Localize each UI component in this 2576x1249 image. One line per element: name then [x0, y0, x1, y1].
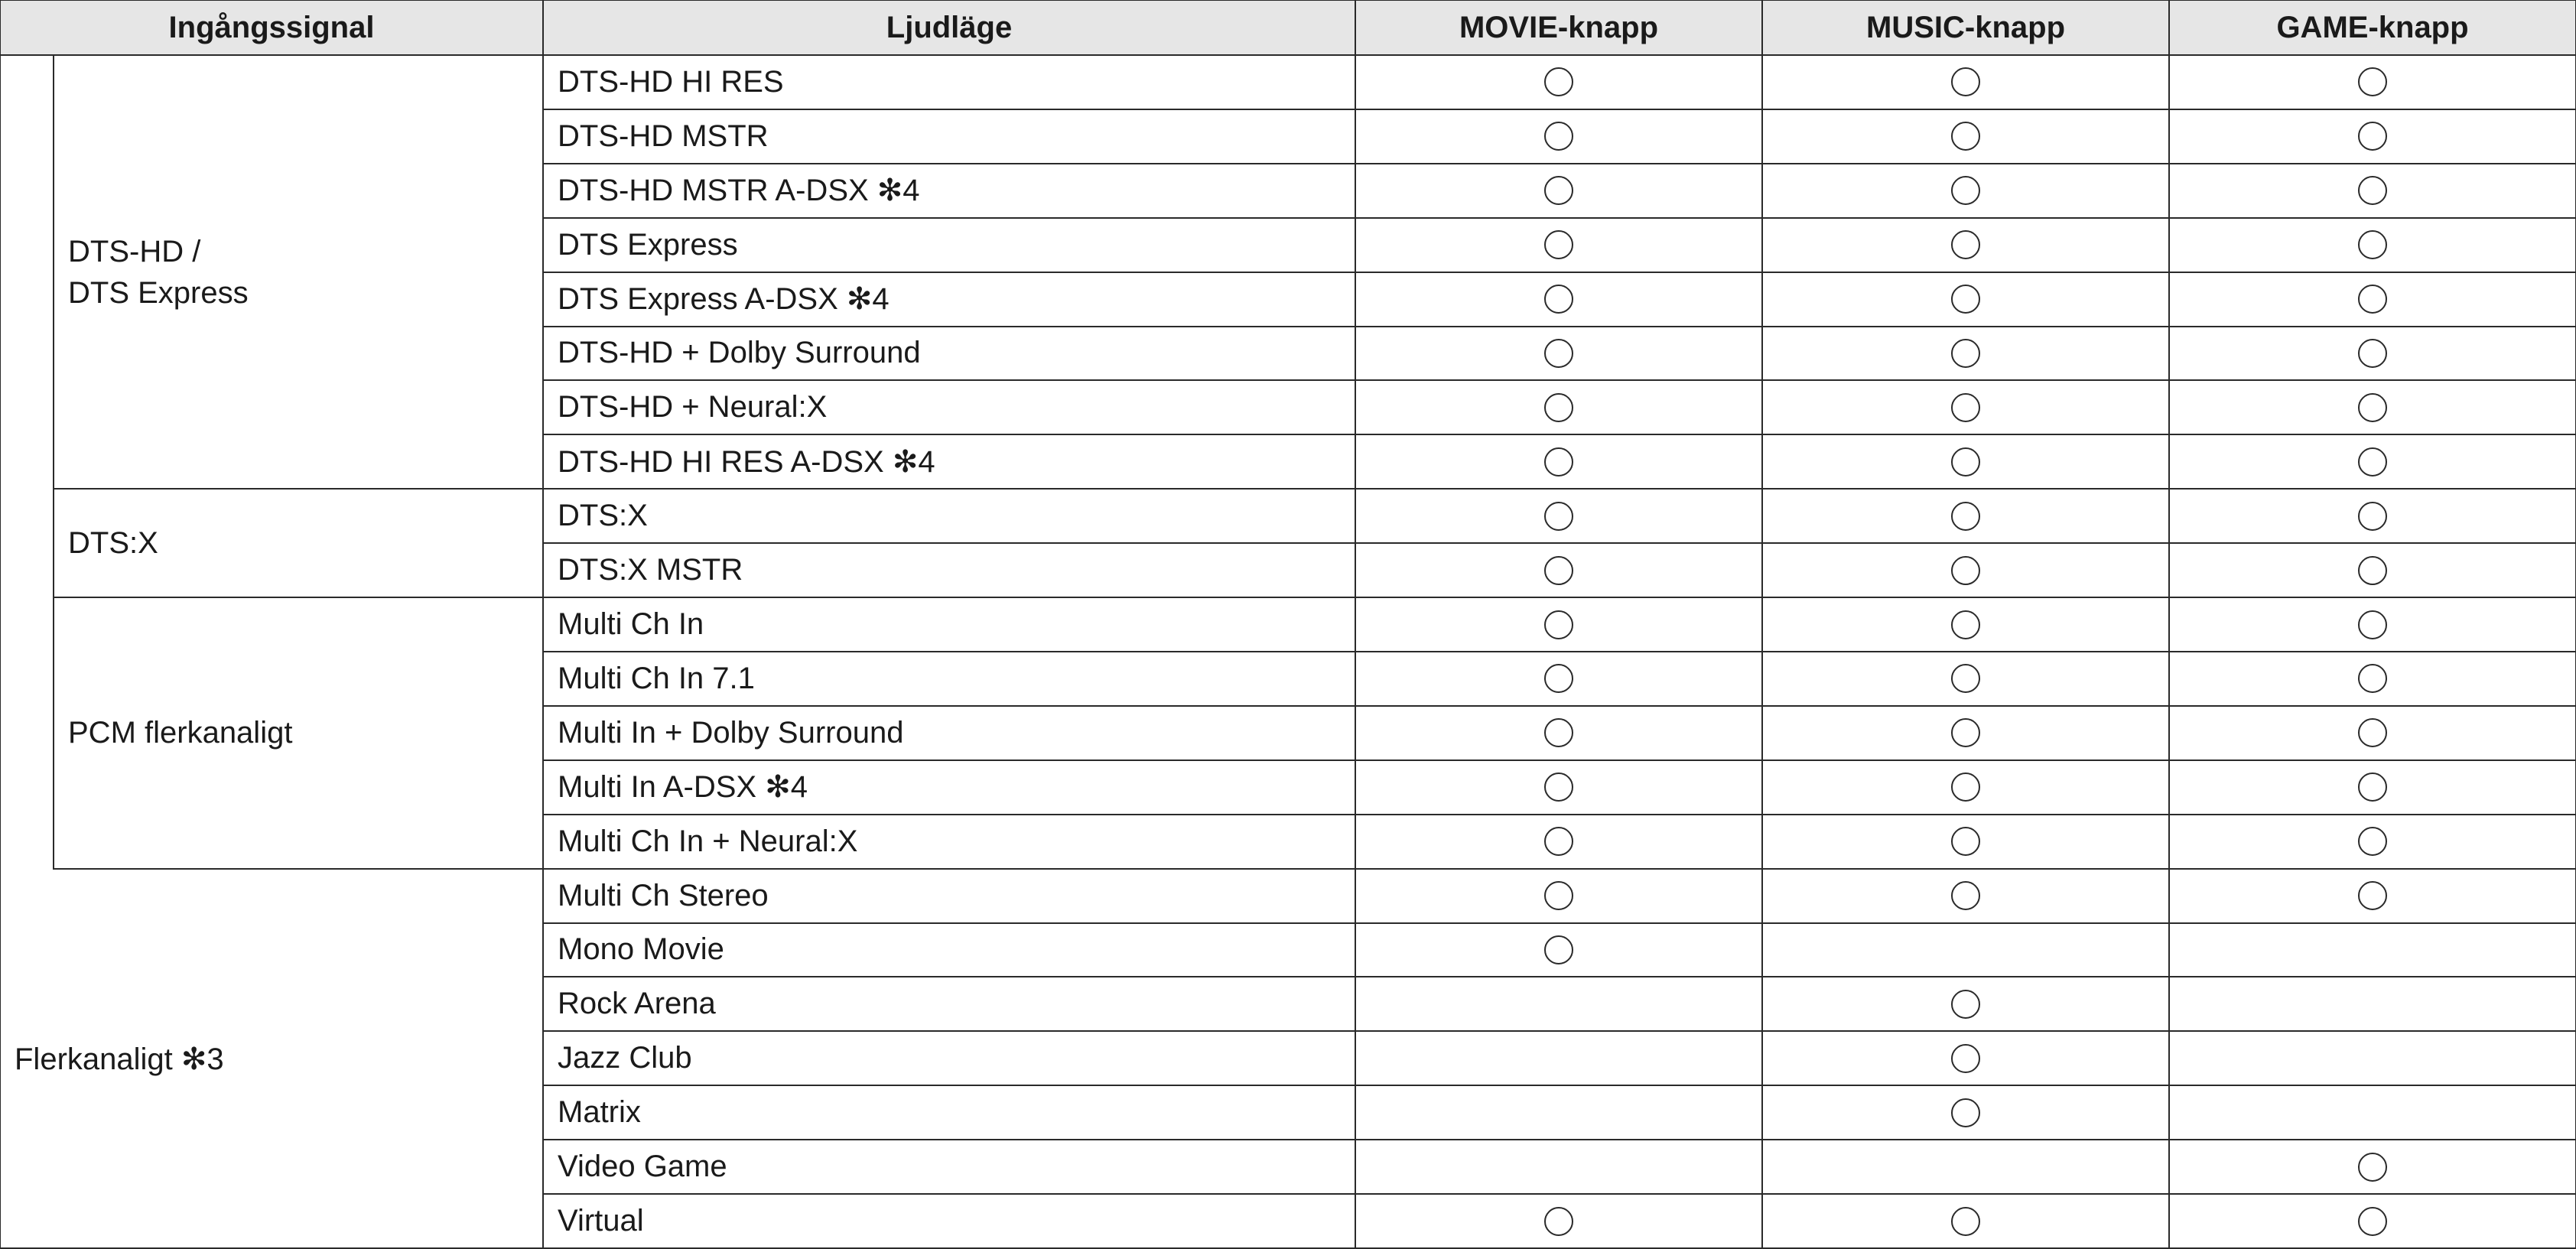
available-circle-icon: [2358, 285, 2387, 314]
movie-availability-cell: [1355, 1139, 1763, 1195]
available-circle-icon: [1544, 935, 1573, 964]
available-circle-icon: [1544, 881, 1573, 910]
sound-mode-cell: DTS-HD HI RES: [542, 54, 1356, 110]
music-availability-cell: [1761, 1030, 2170, 1086]
movie-availability-cell: [1355, 976, 1763, 1032]
available-circle-icon: [1544, 502, 1573, 531]
available-circle-icon: [1951, 556, 1980, 585]
game-availability-cell: [2168, 109, 2576, 164]
outer-group-label: Flerkanaligt ✻3: [15, 1042, 224, 1076]
available-circle-icon: [1544, 176, 1573, 205]
movie-availability-cell: [1355, 542, 1763, 598]
game-availability-cell: [2168, 488, 2576, 544]
available-circle-icon: [1951, 176, 1980, 205]
sound-mode-cell: DTS-HD MSTR A-DSX ✻4: [542, 163, 1356, 219]
game-availability-cell: [2168, 1193, 2576, 1249]
available-circle-icon: [1544, 827, 1573, 856]
available-circle-icon: [2358, 393, 2387, 422]
movie-availability-cell: [1355, 1030, 1763, 1086]
available-circle-icon: [1951, 502, 1980, 531]
movie-availability-cell: [1355, 488, 1763, 544]
available-circle-icon: [1544, 447, 1573, 477]
game-availability-cell: [2168, 163, 2576, 219]
available-circle-icon: [1544, 610, 1573, 639]
available-circle-icon: [1951, 827, 1980, 856]
music-availability-cell: [1761, 163, 2170, 219]
movie-availability-cell: [1355, 434, 1763, 490]
movie-availability-cell: [1355, 1085, 1763, 1140]
available-circle-icon: [1951, 339, 1980, 368]
available-circle-icon: [1951, 772, 1980, 802]
signal-group-label: DTS Express: [68, 275, 249, 310]
movie-availability-cell: [1355, 163, 1763, 219]
music-availability-cell: [1761, 922, 2170, 978]
sound-mode-cell: Matrix: [542, 1085, 1356, 1140]
sound-mode-cell: DTS Express: [542, 217, 1356, 273]
movie-availability-cell: [1355, 651, 1763, 707]
movie-availability-cell: [1355, 597, 1763, 652]
game-availability-cell: [2168, 326, 2576, 382]
sound-mode-cell: Multi Ch In: [542, 597, 1356, 652]
available-circle-icon: [1951, 1098, 1980, 1127]
signal-group-label: DTS-HD /: [68, 234, 201, 268]
game-availability-cell: [2168, 217, 2576, 273]
movie-availability-cell: [1355, 217, 1763, 273]
available-circle-icon: [1544, 664, 1573, 693]
sound-mode-cell: DTS Express A-DSX ✻4: [542, 272, 1356, 327]
available-circle-icon: [1544, 285, 1573, 314]
available-circle-icon: [1544, 772, 1573, 802]
music-availability-cell: [1761, 434, 2170, 490]
game-availability-cell: [2168, 814, 2576, 870]
available-circle-icon: [2358, 176, 2387, 205]
sound-mode-cell: DTS-HD + Neural:X: [542, 379, 1356, 435]
movie-availability-cell: [1355, 922, 1763, 978]
header-signal: Ingångssignal: [0, 0, 544, 56]
sound-mode-cell: Multi Ch In + Neural:X: [542, 814, 1356, 870]
signal-group-label: DTS:X: [68, 526, 158, 561]
game-availability-cell: [2168, 434, 2576, 490]
available-circle-icon: [1951, 881, 1980, 910]
music-availability-cell: [1761, 488, 2170, 544]
available-circle-icon: [1951, 67, 1980, 96]
game-availability-cell: [2168, 868, 2576, 924]
available-circle-icon: [2358, 230, 2387, 259]
music-availability-cell: [1761, 109, 2170, 164]
game-availability-cell: [2168, 1085, 2576, 1140]
available-circle-icon: [2358, 827, 2387, 856]
available-circle-icon: [2358, 447, 2387, 477]
music-availability-cell: [1761, 1085, 2170, 1140]
available-circle-icon: [2358, 556, 2387, 585]
available-circle-icon: [1544, 339, 1573, 368]
header-music-button: MUSIC-knapp: [1761, 0, 2170, 56]
signal-group-cell: [53, 597, 544, 870]
music-availability-cell: [1761, 1193, 2170, 1249]
music-availability-cell: [1761, 597, 2170, 652]
music-availability-cell: [1761, 814, 2170, 870]
game-availability-cell: [2168, 597, 2576, 652]
available-circle-icon: [1951, 285, 1980, 314]
game-availability-cell: [2168, 1030, 2576, 1086]
game-availability-cell: [2168, 272, 2576, 327]
available-circle-icon: [1951, 393, 1980, 422]
movie-availability-cell: [1355, 109, 1763, 164]
available-circle-icon: [2358, 502, 2387, 531]
available-circle-icon: [1544, 122, 1573, 151]
sound-mode-cell: DTS-HD MSTR: [542, 109, 1356, 164]
music-availability-cell: [1761, 651, 2170, 707]
game-availability-cell: [2168, 1139, 2576, 1195]
sound-mode-cell: Multi In A-DSX ✻4: [542, 759, 1356, 815]
available-circle-icon: [1951, 1044, 1980, 1073]
sound-mode-cell: DTS:X: [542, 488, 1356, 544]
available-circle-icon: [1544, 230, 1573, 259]
music-availability-cell: [1761, 542, 2170, 598]
sound-mode-cell: Multi In + Dolby Surround: [542, 705, 1356, 761]
available-circle-icon: [1951, 610, 1980, 639]
movie-availability-cell: [1355, 868, 1763, 924]
header-movie-button: MOVIE-knapp: [1355, 0, 1763, 56]
game-availability-cell: [2168, 54, 2576, 110]
available-circle-icon: [2358, 67, 2387, 96]
music-availability-cell: [1761, 54, 2170, 110]
signal-group-cell: [53, 54, 544, 490]
available-circle-icon: [1951, 718, 1980, 747]
music-availability-cell: [1761, 868, 2170, 924]
sound-mode-cell: DTS:X MSTR: [542, 542, 1356, 598]
sound-mode-cell: Rock Arena: [542, 976, 1356, 1032]
game-availability-cell: [2168, 759, 2576, 815]
movie-availability-cell: [1355, 272, 1763, 327]
available-circle-icon: [1951, 1207, 1980, 1236]
game-availability-cell: [2168, 922, 2576, 978]
available-circle-icon: [1951, 230, 1980, 259]
music-availability-cell: [1761, 759, 2170, 815]
music-availability-cell: [1761, 326, 2170, 382]
sound-mode-cell: Multi Ch In 7.1: [542, 651, 1356, 707]
available-circle-icon: [2358, 718, 2387, 747]
sound-mode-cell: DTS-HD HI RES A-DSX ✻4: [542, 434, 1356, 490]
available-circle-icon: [1544, 393, 1573, 422]
movie-availability-cell: [1355, 54, 1763, 110]
sound-mode-cell: Jazz Club: [542, 1030, 1356, 1086]
available-circle-icon: [2358, 1207, 2387, 1236]
available-circle-icon: [1544, 1207, 1573, 1236]
available-circle-icon: [2358, 610, 2387, 639]
available-circle-icon: [2358, 1153, 2387, 1182]
header-game-button: GAME-knapp: [2168, 0, 2576, 56]
music-availability-cell: [1761, 379, 2170, 435]
available-circle-icon: [1544, 718, 1573, 747]
music-availability-cell: [1761, 272, 2170, 327]
available-circle-icon: [2358, 122, 2387, 151]
game-availability-cell: [2168, 651, 2576, 707]
signal-group-label: PCM flerkanaligt: [68, 716, 293, 750]
game-availability-cell: [2168, 542, 2576, 598]
music-availability-cell: [1761, 217, 2170, 273]
game-availability-cell: [2168, 976, 2576, 1032]
sound-mode-cell: Multi Ch Stereo: [542, 868, 1356, 924]
available-circle-icon: [2358, 772, 2387, 802]
header-mode: Ljudläge: [542, 0, 1356, 56]
signal-group-cell: [53, 488, 544, 598]
available-circle-icon: [1951, 664, 1980, 693]
movie-availability-cell: [1355, 1193, 1763, 1249]
game-availability-cell: [2168, 379, 2576, 435]
sound-mode-cell: Video Game: [542, 1139, 1356, 1195]
game-availability-cell: [2168, 705, 2576, 761]
available-circle-icon: [1544, 67, 1573, 96]
movie-availability-cell: [1355, 759, 1763, 815]
available-circle-icon: [1544, 556, 1573, 585]
sound-mode-cell: DTS-HD + Dolby Surround: [542, 326, 1356, 382]
available-circle-icon: [2358, 339, 2387, 368]
movie-availability-cell: [1355, 814, 1763, 870]
movie-availability-cell: [1355, 705, 1763, 761]
music-availability-cell: [1761, 705, 2170, 761]
available-circle-icon: [2358, 881, 2387, 910]
available-circle-icon: [2358, 664, 2387, 693]
sound-mode-cell: Virtual: [542, 1193, 1356, 1249]
movie-availability-cell: [1355, 379, 1763, 435]
sound-mode-cell: Mono Movie: [542, 922, 1356, 978]
available-circle-icon: [1951, 990, 1980, 1019]
movie-availability-cell: [1355, 326, 1763, 382]
available-circle-icon: [1951, 122, 1980, 151]
available-circle-icon: [1951, 447, 1980, 477]
music-availability-cell: [1761, 976, 2170, 1032]
music-availability-cell: [1761, 1139, 2170, 1195]
